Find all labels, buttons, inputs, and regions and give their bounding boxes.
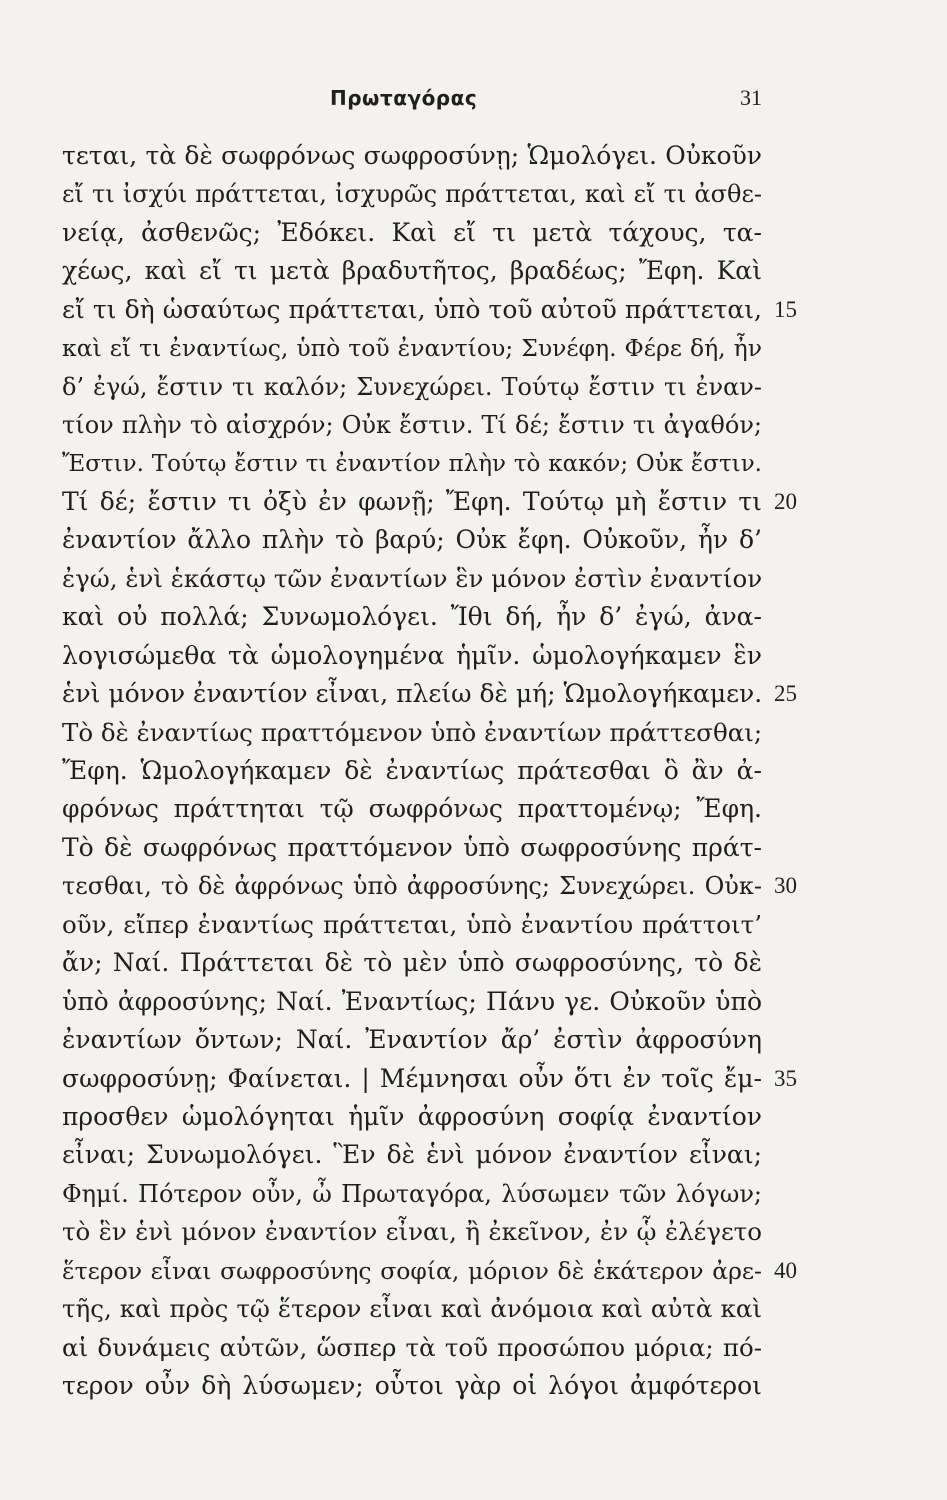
text-line [62,1136,762,1174]
text-line [62,1098,762,1136]
text-line [62,560,762,598]
text-line [62,906,762,944]
text-line [62,829,762,867]
line-text: οῦν, εἴπερ ἐναντίως πράττεται, ὑπὸ ἐναντίου πράττοιτ’ [62,909,762,939]
text-line [62,329,762,367]
text-line [62,637,762,675]
line-text: ἄν; Ναί. Πράττεται δὲ τὸ μὲν ὑπὸ σωφροσύνης, τὸ δὲ [62,948,762,978]
running-head [0,78,947,118]
text-line [62,1021,762,1059]
text-line [62,252,762,290]
line-text: Ἔστιν. Τούτῳ ἔστιν τι ἐναντίον πλὴν τὸ κακόν; Οὐκ ἔστιν. [62,450,762,477]
line-text: νείᾳ, ἀσθενῶς; Ἐδόκει. Καὶ εἴ τι μετὰ τάχους, τα- [62,217,762,247]
line-number: 35 [774,1065,797,1091]
line-text: ἑνὶ μόνον ἐναντίον εἶναι, πλείω δὲ μή; Ὡμολογήκαμεν. [62,679,763,709]
line-text: χέως, καὶ εἴ τι μετὰ βραδυτῆτος, βραδέως; Ἔφη. Καὶ [62,256,762,286]
text-line [62,675,797,713]
line-text: προσθεν ὡμολόγηται ἡμῖν ἀφροσύνη σοφίᾳ ἐναντίον [62,1101,762,1131]
text-line [62,598,762,636]
text-line [62,1175,762,1213]
line-text: ὑπὸ ἀφροσύνης; Ναί. Ἐναντίως; Πάνυ γε. Οὐκοῦν ὑπὸ [62,986,762,1016]
text-line [62,1329,762,1367]
text-line [62,1213,762,1251]
line-text: σωφροσύνῃ; Φαίνεται. | Μέμνησαι οὖν ὅτι ἐν τοῖς ἔμ- [62,1063,762,1093]
line-text: Φημί. Πότερον οὖν, ὦ Πρωταγόρα, λύσωμεν τῶν λόγων; [62,1179,762,1208]
line-text: αἱ δυνάμεις αὐτῶν, ὥσπερ τὰ τοῦ προσώπου μόρια; πό- [62,1332,762,1362]
text-line [62,1252,797,1290]
line-text: εἴ τι ἰσχύι πράττεται, ἰσχυρῶς πράττεται, καὶ εἴ τι ἀσθε- [62,180,762,209]
text-line [62,406,762,444]
text-line [62,983,762,1021]
line-text: φρόνως πράττηται τῷ σωφρόνως πραττομένῳ; Ἔφη. [62,794,762,824]
line-text: τερον οὖν δὴ λύσωμεν; οὗτοι γὰρ οἱ λόγοι ἀμφότεροι [62,1371,762,1400]
line-text: ἐναντίων ὄντων; Ναί. Ἐναντίον ἄρ’ ἐστὶν ἀφροσύνη [62,1025,762,1055]
line-text: δ’ ἐγώ, ἔστιν τι καλόν; Συνεχώρει. Τούτῳ ἔστιν τι ἐναν- [62,372,762,401]
page-number: 31 [740,85,762,110]
text-line [62,483,797,521]
text-line [62,175,762,213]
line-text: Τὸ δὲ ἐναντίως πραττόμενον ὑπὸ ἐναντίων πράττεσθαι; [62,717,763,747]
line-number: 40 [774,1257,797,1283]
line-text: εἶναι; Συνωμολόγει. Ἓν δὲ ἑνὶ μόνον ἐναντίον εἶναι; [62,1140,762,1170]
running-title: Πρωταγόρας [330,86,478,110]
line-text: ἐναντίον ἄλλο πλὴν τὸ βαρύ; Οὐκ ἔφη. Οὐκοῦν, ἦν δ’ [62,525,762,555]
line-text: καὶ οὐ πολλά; Συνωμολόγει. Ἴθι δή, ἦν δ’ ἐγώ, ἀνα- [62,602,762,632]
text-line [62,790,762,828]
text-line [62,1290,762,1328]
line-number: 15 [774,296,797,322]
text-line [62,714,762,752]
text-line [62,752,762,790]
text-line [62,867,797,905]
line-text: τὸ ἓν ἑνὶ μόνον ἐναντίον εἶναι, ἢ ἐκεῖνον, ἐν ᾧ ἐλέγετο [62,1217,762,1247]
text-line [62,214,762,252]
line-text: λογισώμεθα τὰ ὡμολογημένα ἡμῖν. ὡμολογήκαμεν ἓν [62,640,762,670]
text-line [62,137,762,175]
text-line [62,521,762,559]
line-text: καὶ εἴ τι ἐναντίως, ὑπὸ τοῦ ἐναντίου; Συνέφη. Φέρε δή, ἦν [62,334,762,363]
line-text: Τὸ δὲ σωφρόνως πραττόμενον ὑπὸ σωφροσύνης πράτ- [62,832,762,862]
text-line [62,1367,762,1405]
text-line [62,291,797,329]
line-text: τεται, τὰ δὲ σωφρόνως σωφροσύνῃ; Ὡμολόγει. Οὐκοῦν [62,141,762,170]
line-number: 25 [774,681,797,707]
text-line [62,368,762,406]
greek-text-block [62,137,797,1405]
line-text: τεσθαι, τὸ δὲ ἀφρόνως ὑπὸ ἀφροσύνης; Συνεχώρει. Οὐκ- [62,872,762,901]
line-text: τίον πλὴν τὸ αἰσχρόν; Οὐκ ἔστιν. Τί δέ; ἔστιν τι ἀγαθόν; [62,411,762,440]
text-line [62,944,762,982]
line-text: εἴ τι δὴ ὡσαύτως πράττεται, ὑπὸ τοῦ αὐτοῦ πράττεται, [62,294,762,324]
line-text: ἕτερον εἶναι σωφροσύνης σοφία, μόριον δὲ ἑκάτερον ἀρε- [62,1256,762,1285]
text-line [62,1060,797,1098]
line-number: 20 [774,488,797,514]
line-text: ἐγώ, ἑνὶ ἑκάστῳ τῶν ἐναντίων ἓν μόνον ἐστὶν ἐναντίον [62,563,763,593]
line-number: 30 [774,873,797,899]
line-text: Ἔφη. Ὡμολογήκαμεν δὲ ἐναντίως πράτεσθαι ὃ ἂν ἀ- [62,756,762,785]
text-line [62,445,762,483]
line-text: τῆς, καὶ πρὸς τῷ ἕτερον εἶναι καὶ ἀνόμοια καὶ αὐτὰ καὶ [62,1294,762,1324]
line-text: Τί δέ; ἔστιν τι ὀξὺ ἐν φωνῇ; Ἔφη. Τούτῳ μὴ ἔστιν τι [62,486,762,516]
